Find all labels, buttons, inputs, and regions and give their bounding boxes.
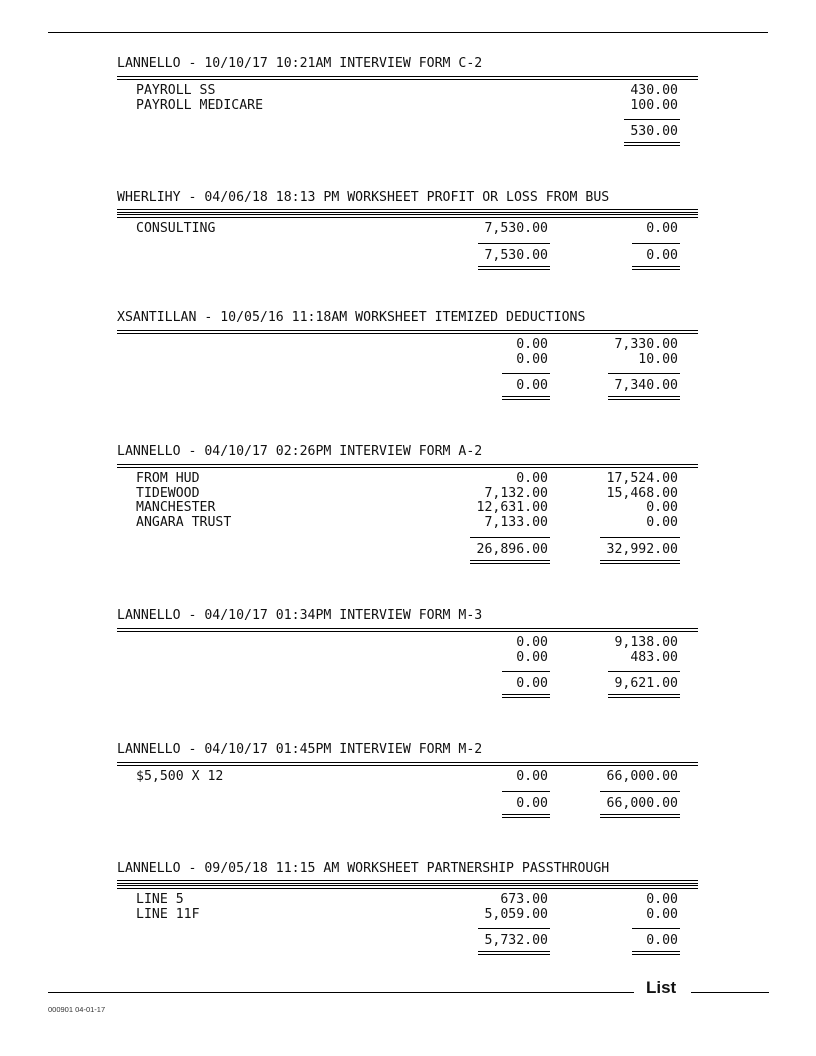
footer-rule [48,992,634,993]
amount-col2: 15,468.00 [606,485,678,501]
subtotal-rule [608,373,680,374]
subtotal-rule [624,119,680,120]
section-title: LANNELLO - 04/10/17 01:34PM INTERVIEW FORM M-3 [117,608,483,623]
amount-col2: 483.00 [630,649,678,665]
subtotal-rule [632,243,680,244]
amount-col1: 0.00 [516,649,548,665]
amount-col2: 10.00 [638,351,678,367]
subtotal-rule [502,791,550,792]
amount-col1: 0.00 [516,337,548,352]
amount-col1: 0.00 [516,635,548,650]
double-rule [117,209,698,213]
subtotal-rule [600,791,680,792]
amount-col1: 5,059.00 [484,906,548,922]
table-row [117,99,698,114]
worksheet-section [117,862,698,957]
subtotal-rule [608,671,680,672]
total-double-rule [608,694,680,698]
row-label: MANCHESTER [136,500,216,516]
row-label: FROM HUD [136,471,200,486]
table-row [117,651,698,666]
amount-col1: 7,133.00 [484,515,548,531]
worksheet-section [117,57,698,148]
subtotal-rule [502,373,550,374]
total-col2: 530.00 [630,124,678,140]
total-row [117,934,698,949]
total-row [117,677,698,692]
amount-col1: 0.00 [516,471,548,486]
table-row [117,516,698,531]
table-row [117,487,698,502]
section-title: LANNELLO - 04/10/17 01:45PM INTERVIEW FORM M-2 [117,742,483,757]
amount-col1: 7,132.00 [484,485,548,501]
amount-col2: 0.00 [646,221,678,236]
total-double-rule [624,142,680,146]
table-row [117,472,698,487]
total-double-rule [502,396,550,400]
subtotal-rule [478,243,550,244]
row-label: PAYROLL SS [136,83,216,98]
amount-col2: 0.00 [646,515,678,531]
worksheet-section [117,743,698,820]
subtotal-rule [502,671,550,672]
total-row [117,379,698,394]
amount-col2: 430.00 [630,83,678,98]
total-double-rule [632,266,680,270]
amount-col1: 0.00 [516,351,548,367]
total-col2: 66,000.00 [606,795,678,811]
table-row [117,908,698,923]
amount-col2: 7,330.00 [614,337,678,352]
table-row [117,893,698,908]
section-title: LANNELLO - 09/05/18 11:15 AM WORKSHEET PARTNERSHIP PASSTHROUGH [117,861,610,876]
total-row [117,543,698,558]
total-row [117,797,698,812]
section-title: WHERLIHY - 04/06/18 18:13 PM WORKSHEET PROFIT OR LOSS FROM BUS [117,190,610,205]
row-label: TIDEWOOD [136,485,200,501]
amount-col2: 100.00 [630,97,678,113]
amount-col2: 9,138.00 [614,635,678,650]
total-double-rule [470,560,550,564]
row-label: LINE 5 [136,892,184,907]
total-double-rule [478,951,550,955]
total-col1: 26,896.00 [476,541,548,557]
total-double-rule [608,396,680,400]
worksheet-section [117,609,698,700]
total-double-rule [632,951,680,955]
amount-col2: 66,000.00 [606,769,678,784]
total-double-rule [502,694,550,698]
section-title: LANNELLO - 04/10/17 02:26PM INTERVIEW FORM A-2 [117,444,483,459]
section-title: LANNELLO - 10/10/17 10:21AM INTERVIEW FORM C-2 [117,56,483,71]
total-double-rule [600,814,680,818]
amount-col2: 0.00 [646,906,678,922]
total-col1: 0.00 [516,378,548,394]
total-double-rule [502,814,550,818]
row-label: $5,500 X 12 [136,769,224,784]
double-rule [117,880,698,884]
subtotal-rule [470,537,550,538]
row-label: CONSULTING [136,221,216,236]
subtotal-rule [600,537,680,538]
row-label: PAYROLL MEDICARE [136,97,264,113]
amount-col1: 7,530.00 [484,221,548,236]
amount-col2: 0.00 [646,892,678,907]
table-row [117,84,698,99]
table-row [117,353,698,368]
footer-rule-right [691,992,769,993]
amount-col2: 17,524.00 [606,471,678,486]
table-row [117,636,698,651]
amount-col1: 673.00 [500,892,548,907]
footer-list-label: List [646,978,677,997]
amount-col2: 0.00 [646,500,678,516]
total-col2: 9,621.00 [614,676,678,692]
total-double-rule [478,266,550,270]
table-row [117,222,698,237]
table-row [117,501,698,516]
total-col2: 0.00 [646,933,678,949]
row-label: ANGARA TRUST [136,515,232,531]
total-row [117,125,698,140]
amount-col1: 0.00 [516,769,548,784]
total-double-rule [600,560,680,564]
subtotal-rule [478,928,550,929]
top-rule [48,32,768,33]
total-col1: 7,530.00 [484,247,548,263]
table-row [117,770,698,785]
total-row [117,249,698,264]
total-col1: 0.00 [516,676,548,692]
worksheet-section [117,445,698,566]
table-row [117,338,698,353]
worksheet-section [117,191,698,272]
subtotal-rule [632,928,680,929]
worksheet-section [117,311,698,402]
form-code: 000901 04-01-17 [48,1005,106,1014]
total-col1: 5,732.00 [484,933,548,949]
total-col2: 0.00 [646,247,678,263]
total-col2: 7,340.00 [614,378,678,394]
total-col2: 32,992.00 [606,541,678,557]
row-label: LINE 11F [136,906,200,922]
section-title: XSANTILLAN - 10/05/16 11:18AM WORKSHEET ITEMIZED DEDUCTIONS [117,310,586,325]
total-col1: 0.00 [516,795,548,811]
amount-col1: 12,631.00 [476,500,548,516]
